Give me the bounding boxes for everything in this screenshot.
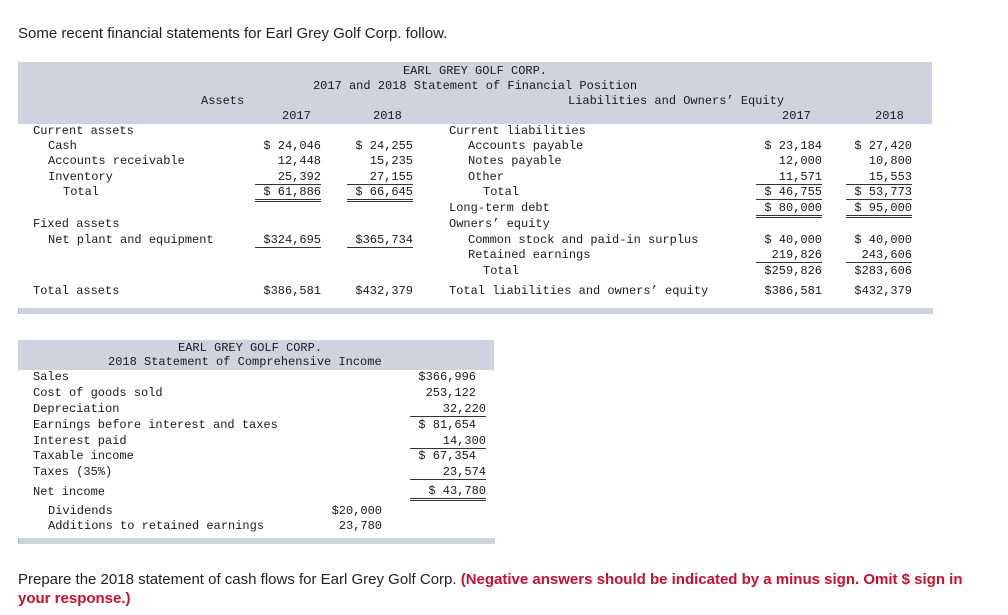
other-2017: 11,571 [756, 170, 822, 185]
inventory-2018: 27,155 [347, 170, 413, 185]
total-assets-2018: $432,379 [355, 284, 413, 298]
ar-2017: 12,448 [277, 154, 321, 168]
net-plant-2017: $324,695 [255, 233, 321, 248]
retained-earnings-2018: 243,606 [846, 248, 912, 263]
is-taxes-label: Taxes (35%) [33, 465, 113, 479]
is-additions-value: 23,780 [338, 519, 382, 533]
is-depreciation-label: Depreciation [33, 402, 120, 416]
bs-company: EARL GREY GOLF CORP. [402, 64, 548, 78]
inventory-2017: 25,392 [255, 170, 321, 185]
is-net-income-label: Net income [33, 485, 106, 499]
is-interest-value: 14,300 [410, 434, 486, 449]
cash-label: Cash [48, 139, 77, 153]
year-2018-left: 2018 [373, 109, 402, 123]
question-prompt [18, 570, 978, 608]
ltd-2018: $ 95,000 [846, 201, 912, 218]
is-company: EARL GREY GOLF CORP. [178, 341, 323, 355]
cash-2018: $ 24,255 [355, 139, 413, 153]
ap-2017: $ 23,184 [764, 139, 822, 153]
ar-label: Accounts receivable [48, 154, 185, 168]
other-2018: 15,553 [846, 170, 912, 185]
total-le-label: Total liabilities and owners’ equity [449, 284, 709, 298]
income-statement-footer-bar [18, 538, 495, 544]
current-total-label: Total [63, 185, 100, 199]
is-dividends-value: $20,000 [331, 504, 382, 518]
assets-heading: Assets [201, 94, 245, 108]
ar-2018: 15,235 [369, 154, 413, 168]
inventory-label: Inventory [48, 170, 113, 184]
is-cogs-value: 253,122 [425, 386, 476, 400]
total-le-2018: $432,379 [854, 284, 912, 298]
owners-equity-label: Owners’ equity [449, 217, 550, 231]
other-label: Other [468, 170, 505, 184]
ap-label: Accounts payable [468, 139, 584, 153]
current-liabilities-label: Current liabilities [449, 124, 586, 138]
is-taxes-value: 23,574 [410, 465, 486, 480]
is-title: 2018 Statement of Comprehensive Income [108, 355, 382, 369]
fixed-assets-label: Fixed assets [33, 217, 120, 231]
retained-earnings-label: Retained earnings [468, 248, 591, 262]
is-net-income-value: $ 43,780 [410, 484, 486, 501]
current-total-2017: $ 61,886 [255, 185, 321, 202]
ap-2018: $ 27,420 [854, 139, 912, 153]
equity-total-2017: $259,826 [764, 264, 822, 278]
year-2017-left: 2017 [282, 109, 311, 123]
liab-heading: Liabilities and Owners’ Equity [568, 94, 785, 108]
total-assets-2017: $386,581 [263, 284, 321, 298]
cl-total-2018: $ 53,773 [846, 185, 912, 200]
is-taxable-label: Taxable income [33, 449, 134, 463]
np-2017: 12,000 [778, 154, 822, 168]
equity-total-label: Total [483, 264, 520, 278]
net-plant-2018: $365,734 [347, 233, 413, 248]
is-ebit-label: Earnings before interest and taxes [33, 418, 278, 432]
np-2018: 10,800 [868, 154, 912, 168]
is-taxable-value: $ 67,354 [418, 449, 476, 463]
is-cogs-label: Cost of goods sold [33, 386, 163, 400]
np-label: Notes payable [468, 154, 562, 168]
ltd-2017: $ 80,000 [756, 201, 822, 218]
balance-sheet-footer-bar [18, 308, 933, 314]
year-2017-right: 2017 [782, 109, 811, 123]
is-additions-label: Additions to retained earnings [48, 519, 265, 533]
is-dividends-label: Dividends [48, 504, 113, 518]
current-total-2018: $ 66,645 [347, 185, 413, 202]
ltd-label: Long-term debt [449, 201, 550, 215]
common-stock-label: Common stock and paid-in surplus [468, 233, 699, 247]
net-plant-label: Net plant and equipment [48, 233, 214, 247]
retained-earnings-2017: 219,826 [756, 248, 822, 263]
cash-2017: $ 24,046 [263, 139, 321, 153]
is-ebit-value: $ 81,654 [418, 418, 476, 432]
cl-total-label: Total [483, 185, 520, 199]
is-interest-label: Interest paid [33, 434, 127, 448]
common-stock-2017: $ 40,000 [764, 233, 822, 247]
bs-title: 2017 and 2018 Statement of Financial Position [312, 79, 638, 93]
intro-text: Some recent financial statements for Earl Grey Golf Corp. follow. [18, 25, 448, 42]
prompt-text: Prepare the 2018 statement of cash flows for Earl Grey Golf Corp. [18, 571, 457, 588]
equity-total-2018: $283,606 [854, 264, 912, 278]
total-assets-label: Total assets [33, 284, 120, 298]
is-sales-value: $366,996 [418, 370, 476, 384]
year-2018-right: 2018 [875, 109, 904, 123]
common-stock-2018: $ 40,000 [854, 233, 912, 247]
prompt-emphasis: (Negative answers should be indicated by a minus sign. Omit $ sign in your response.) [18, 571, 963, 607]
current-assets-label: Current assets [33, 124, 134, 138]
total-le-2017: $386,581 [764, 284, 822, 298]
is-sales-label: Sales [33, 370, 70, 384]
is-depreciation-value: 32,220 [410, 402, 486, 417]
cl-total-2017: $ 46,755 [756, 185, 822, 200]
